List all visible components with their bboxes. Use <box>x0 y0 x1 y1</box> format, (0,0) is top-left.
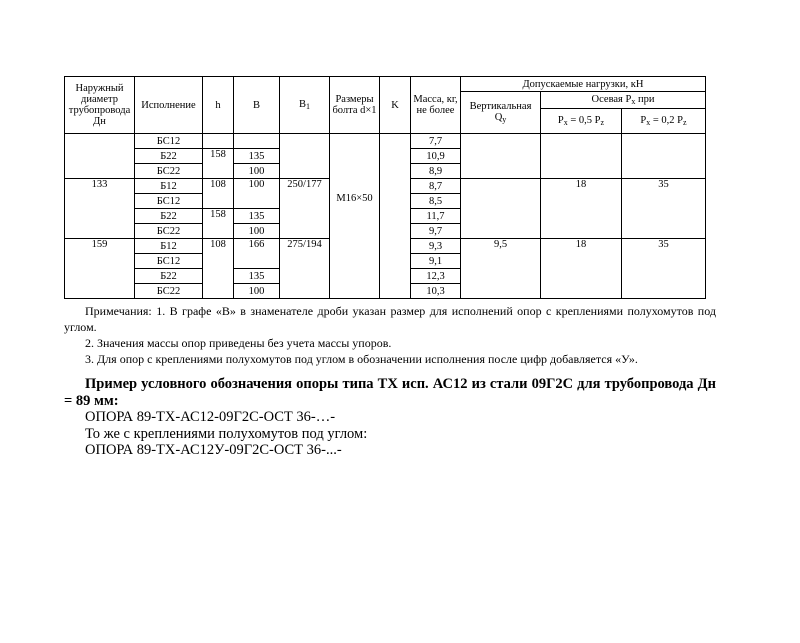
cell-variant: Б12 <box>135 179 203 194</box>
cell-h: 158 <box>203 209 234 239</box>
cell-variant: Б22 <box>135 209 203 224</box>
cell-h <box>203 134 234 149</box>
header-loads: Допускаемые нагрузки, кН <box>461 77 706 92</box>
cell-variant: БС12 <box>135 194 203 209</box>
header-diameter: Наружный диаметр трубопровода Дн <box>65 77 135 134</box>
cell-variant: БС22 <box>135 164 203 179</box>
cell-mass: 8,7 <box>411 179 461 194</box>
cell-variant: БС12 <box>135 134 203 149</box>
header-px-02: $P_x = 0,2$ $P_z$ <box>622 109 706 134</box>
table-row <box>65 134 706 149</box>
cell-b: 100 <box>234 179 280 209</box>
cell-variant: БС22 <box>135 284 203 299</box>
cell-variant: Б22 <box>135 149 203 164</box>
cell-px02: 35 <box>622 179 706 239</box>
cell-diameter: 159 <box>65 239 135 299</box>
cell-variant: БС12 <box>135 254 203 269</box>
cell-b: 135 <box>234 149 280 164</box>
cell-px05 <box>541 134 622 179</box>
header-vertical: Вертикальная $Q_y$ <box>461 92 541 134</box>
table-notes <box>64 303 716 367</box>
header-px-05: $P_x = 0,5$ $P_z$ <box>541 109 622 134</box>
cell-qy <box>461 179 541 239</box>
header-b: B <box>234 77 280 134</box>
example-heading: Пример условного обозначения опоры типа ТХ исп. АС12 из стали 09Г2С для трубопровода Дн = 89 мм: <box>64 376 716 409</box>
cell-variant: Б12 <box>135 239 203 254</box>
header-variant: Исполнение <box>135 77 203 134</box>
cell-mass: 12,3 <box>411 269 461 284</box>
cell-diameter: 133 <box>65 179 135 239</box>
cell-variant: Б22 <box>135 269 203 284</box>
cell-b: 135 <box>234 269 280 284</box>
cell-h: 108 <box>203 239 234 299</box>
cell-mass: 8,9 <box>411 164 461 179</box>
cell-px02 <box>622 134 706 179</box>
cell-mass: 9,1 <box>411 254 461 269</box>
cell-h: 108 <box>203 179 234 209</box>
cell-px05: 18 <box>541 239 622 299</box>
header-mass: Масса, кг, не более <box>411 77 461 134</box>
example-line-1: ОПОРА 89-ТХ-АС12-09Г2С-ОСТ 36-…- <box>85 409 336 425</box>
supports-table <box>64 76 706 299</box>
cell-b: 100 <box>234 164 280 179</box>
cell-qy: 9,5 <box>461 239 541 299</box>
note-2: 2. Значения массы опор приведены без учета массы упоров. <box>85 336 392 350</box>
header-b1: $B_1$ <box>280 77 330 134</box>
example-line-3: ОПОРА 89-ТХ-АС12У-09Г2С-ОСТ 36-...- <box>85 442 342 458</box>
cell-bolt: М16×50 <box>330 134 380 299</box>
cell-mass: 10,9 <box>411 149 461 164</box>
header-bolt: Размеры болта d×1 <box>330 77 380 134</box>
cell-b: 135 <box>234 209 280 224</box>
cell-mass: 11,7 <box>411 209 461 224</box>
note-1: Примечания: 1. В графе «B» в знаменателе дроби указан размер для исполнений опор с креплениями полухомутов под углом. <box>64 304 716 334</box>
cell-mass: 10,3 <box>411 284 461 299</box>
cell-b: 100 <box>234 284 280 299</box>
cell-b1: 250/177 <box>280 179 330 239</box>
cell-diameter <box>65 134 135 179</box>
designation-example <box>64 376 716 459</box>
cell-mass: 7,7 <box>411 134 461 149</box>
header-k: K <box>380 77 411 134</box>
note-3: 3. Для опор с креплениями полухомутов под углом в обозначении исполнения после цифр добавляется «У». <box>85 352 638 366</box>
cell-b <box>234 134 280 149</box>
cell-px02: 35 <box>622 239 706 299</box>
cell-px05: 18 <box>541 179 622 239</box>
cell-b: 166 <box>234 239 280 269</box>
header-axial: Осевая $P_x$ при <box>541 92 706 109</box>
cell-b1: 275/194 <box>280 239 330 299</box>
cell-k <box>380 134 411 299</box>
cell-variant: БС22 <box>135 224 203 239</box>
cell-qy <box>461 134 541 179</box>
cell-mass: 9,7 <box>411 224 461 239</box>
cell-mass: 8,5 <box>411 194 461 209</box>
cell-b1 <box>280 134 330 179</box>
header-h: h <box>203 77 234 134</box>
cell-mass: 9,3 <box>411 239 461 254</box>
cell-h: 158 <box>203 149 234 179</box>
example-line-2: То же с креплениями полухомутов под углом: <box>85 425 368 442</box>
cell-b: 100 <box>234 224 280 239</box>
